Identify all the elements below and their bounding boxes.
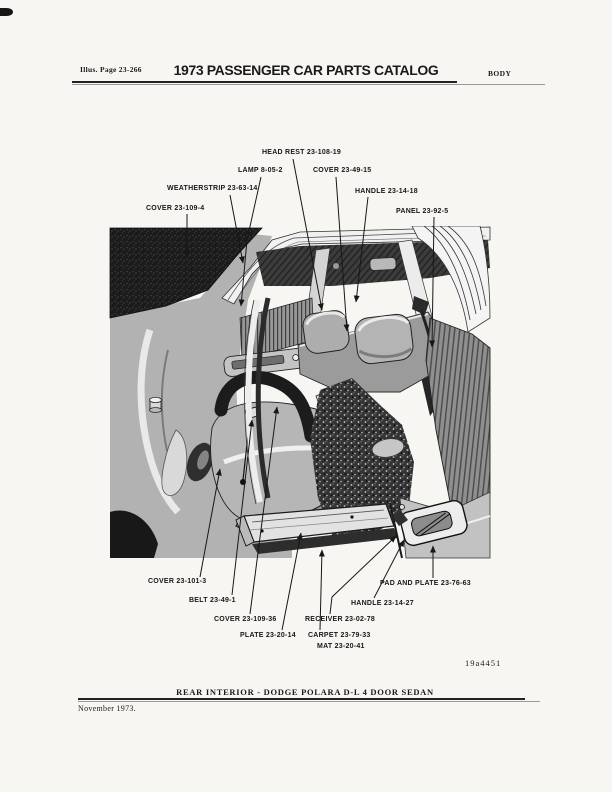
dome-lamp <box>370 257 397 270</box>
callout-handle-14-18: HANDLE 23-14-18 <box>355 188 418 195</box>
head-rest-right <box>353 313 414 365</box>
callout-cover-109-4: COVER 23-109-4 <box>146 205 205 212</box>
callout-head-rest: HEAD REST 23-108-19 <box>262 149 342 156</box>
illus-page-ref: Illus. Page 23-266 <box>80 65 142 74</box>
callout-lamp: LAMP 8-05-2 <box>238 167 283 174</box>
section-label: BODY <box>488 69 512 78</box>
head-rest-left <box>301 309 350 355</box>
leader-handle-14-27 <box>374 540 404 598</box>
callout-cover-101-3: COVER 23-101-3 <box>148 578 207 585</box>
striker-knob <box>150 397 162 412</box>
callout-cover-109-36: COVER 23-109-36 <box>214 616 277 623</box>
figure-number: 19a4451 <box>465 658 502 668</box>
callout-panel-92-5: PANEL 23-92-5 <box>396 208 449 215</box>
callout-pad-and-plate: PAD AND PLATE 23-76-63 <box>380 580 471 587</box>
rear-door-trim-panel <box>426 318 490 512</box>
callout-carpet: CARPET 23-79-33 <box>308 632 371 639</box>
callout-mat: MAT 23-20-41 <box>317 643 365 650</box>
page-title: 1973 PASSENGER CAR PARTS CATALOG <box>173 62 439 78</box>
headliner-detail <box>333 263 339 269</box>
footer-date: November 1973. <box>78 704 136 713</box>
footer-rule <box>78 698 525 700</box>
callout-handle-14-27: HANDLE 23-14-27 <box>351 600 414 607</box>
callout-cover-49-15: COVER 23-49-15 <box>313 167 372 174</box>
footer-rule-shadow <box>78 701 540 702</box>
figure-caption: REAR INTERIOR - DODGE POLARA D-L 4 DOOR SEDAN <box>176 687 434 697</box>
callout-plate-20-14: PLATE 23-20-14 <box>240 632 296 639</box>
callout-receiver: RECEIVER 23-02-78 <box>305 616 376 623</box>
callout-belt: BELT 23-49-1 <box>189 597 236 604</box>
callout-weatherstrip: WEATHERSTRIP 23-63-14 <box>167 185 258 192</box>
